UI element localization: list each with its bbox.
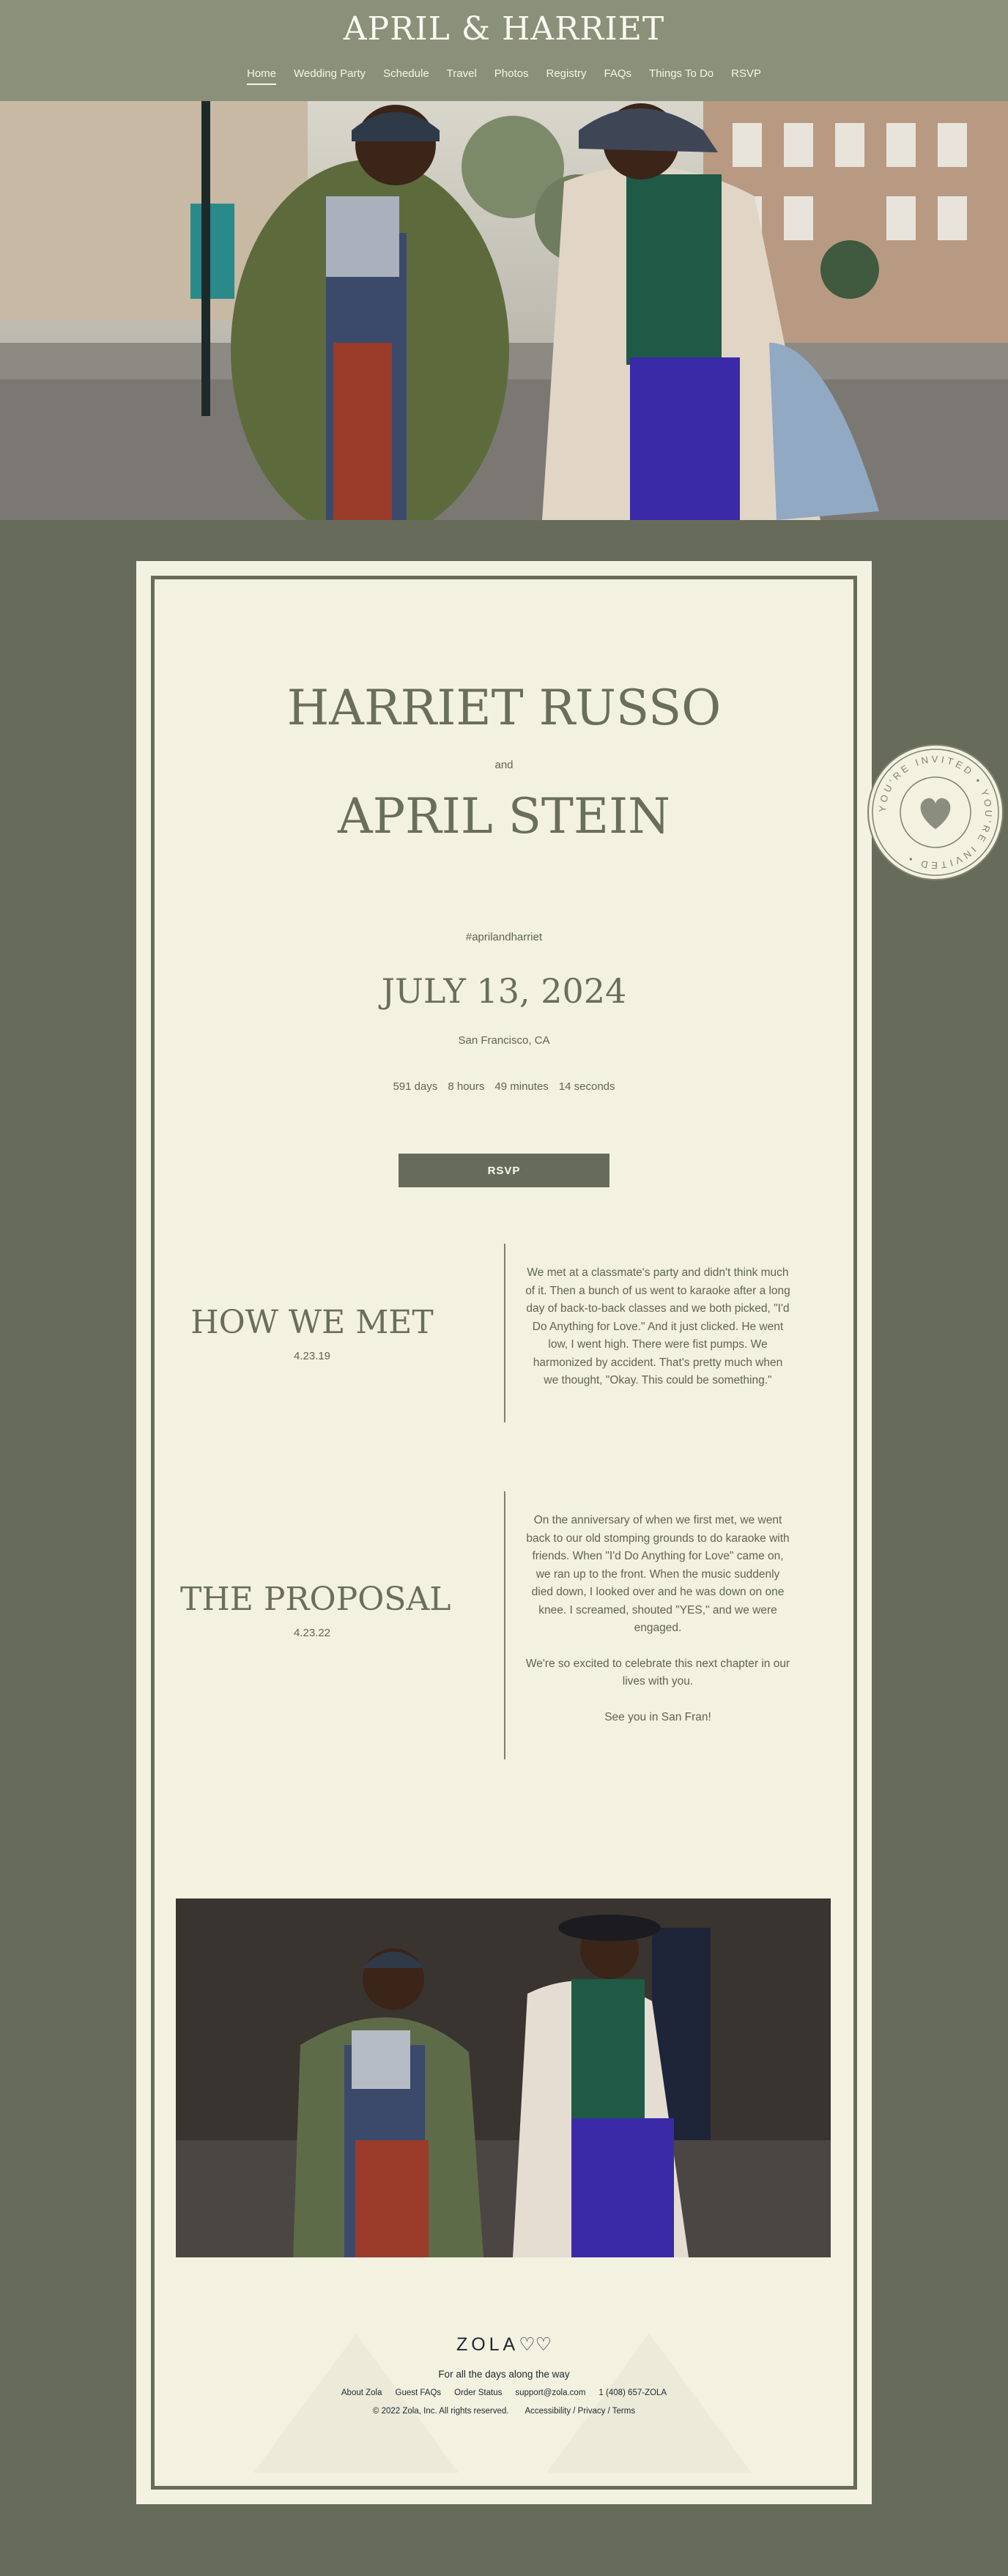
hero-image [0, 101, 1008, 520]
story-date: 4.23.19 [293, 1350, 331, 1362]
stamp-text: YOU'RE INVITED • YOU'RE INVITED • [876, 753, 995, 872]
footer-legal [136, 2407, 872, 2416]
site-title[interactable]: APRIL & HARRIET [343, 10, 665, 48]
nav-schedule[interactable]: Schedule [383, 67, 429, 80]
rsvp-button[interactable]: RSVP [399, 1154, 609, 1187]
youre-invited-stamp [866, 743, 1005, 882]
story-how-we-met [136, 1244, 872, 1422]
zola-logo[interactable] [136, 2334, 872, 2356]
nav-home[interactable]: Home [247, 67, 276, 85]
and-text: and [494, 759, 514, 771]
wedding-hashtag: #aprilandharriet [465, 931, 543, 943]
story-date: 4.23.22 [293, 1627, 331, 1639]
story-paragraph: We're so excited to celebrate this next chapter in our lives with you. [525, 1657, 790, 1688]
wedding-date: JULY 13, 2024 [381, 971, 627, 1011]
partner-name-1: HARRIET RUSSO [286, 680, 722, 736]
countdown-minutes: 49 minutes [494, 1080, 549, 1093]
footer-tagline: For all the days along the way [438, 2369, 570, 2380]
story-the-proposal [136, 1491, 872, 1759]
couple-photo [176, 1898, 831, 2257]
story-title: HOW WE MET [190, 1304, 434, 1341]
story-title: THE PROPOSAL [180, 1581, 451, 1618]
heart-icon: ♡♡ [519, 2334, 552, 2355]
countdown-hours: 8 hours [448, 1080, 485, 1093]
nav-faqs[interactable]: FAQs [604, 67, 632, 80]
story-divider [504, 1491, 505, 1759]
countdown-seconds: 14 seconds [558, 1080, 615, 1093]
hero-photo [0, 101, 1008, 520]
main-nav [0, 67, 1008, 85]
countdown-days: 591 days [393, 1080, 438, 1093]
invitation-card [136, 561, 872, 2504]
story-paragraph: See you in San Fran! [604, 1710, 711, 1723]
copyright-text: © 2022 Zola, Inc. All rights reserved. [372, 2407, 509, 2416]
story-body [525, 1512, 791, 1744]
couple-image [176, 1898, 831, 2257]
story-heading-block [180, 1581, 451, 1639]
story-paragraph: We met at a classmate's party and didn't think much of it. Then a bunch of us went to karaoke after a long day of back-to-back classes and we both picked, "I'd Do Anything for Love." And it just clicked. He went low, I went high. There were fist pumps. We harmonized by accident. That's pretty much when we thought, "Okay. This could be something." [525, 1266, 790, 1387]
footer-link-phone[interactable]: 1 (408) 657-ZOLA [598, 2388, 667, 2397]
zola-logo-text: ZOLA [456, 2334, 519, 2355]
nav-rsvp[interactable]: RSVP [731, 67, 761, 80]
footer-link-about[interactable]: About Zola [341, 2388, 382, 2397]
nav-wedding-party[interactable]: Wedding Party [294, 67, 366, 80]
footer-link-order-status[interactable]: Order Status [454, 2388, 503, 2397]
nav-travel[interactable]: Travel [446, 67, 477, 80]
story-paragraph: On the anniversary of when we first met, we went back to our old stomping grounds to do karaoke with friends. When "I'd Do Anything for Love" came on, we ran up to the front. When the music suddenly died down, I looked over and he was down on one knee. I screamed, shouted "YES," and we were engaged. [526, 1514, 790, 1634]
footer-links [136, 2388, 872, 2397]
nav-photos[interactable]: Photos [494, 67, 529, 80]
site-footer [136, 2334, 872, 2473]
story-body [525, 1264, 791, 1408]
story-heading-block [180, 1304, 444, 1362]
wedding-location: San Francisco, CA [458, 1034, 550, 1047]
countdown-timer [136, 1080, 872, 1093]
story-divider [504, 1244, 505, 1422]
footer-link-support-email[interactable]: support@zola.com [515, 2388, 586, 2397]
nav-registry[interactable]: Registry [546, 67, 587, 80]
footer-link-guest-faqs[interactable]: Guest FAQs [395, 2388, 442, 2397]
site-header [0, 0, 1008, 101]
partner-name-2: APRIL STEIN [338, 788, 670, 845]
nav-things-to-do[interactable]: Things To Do [649, 67, 714, 80]
legal-links[interactable]: Accessibility / Privacy / Terms [525, 2407, 636, 2416]
